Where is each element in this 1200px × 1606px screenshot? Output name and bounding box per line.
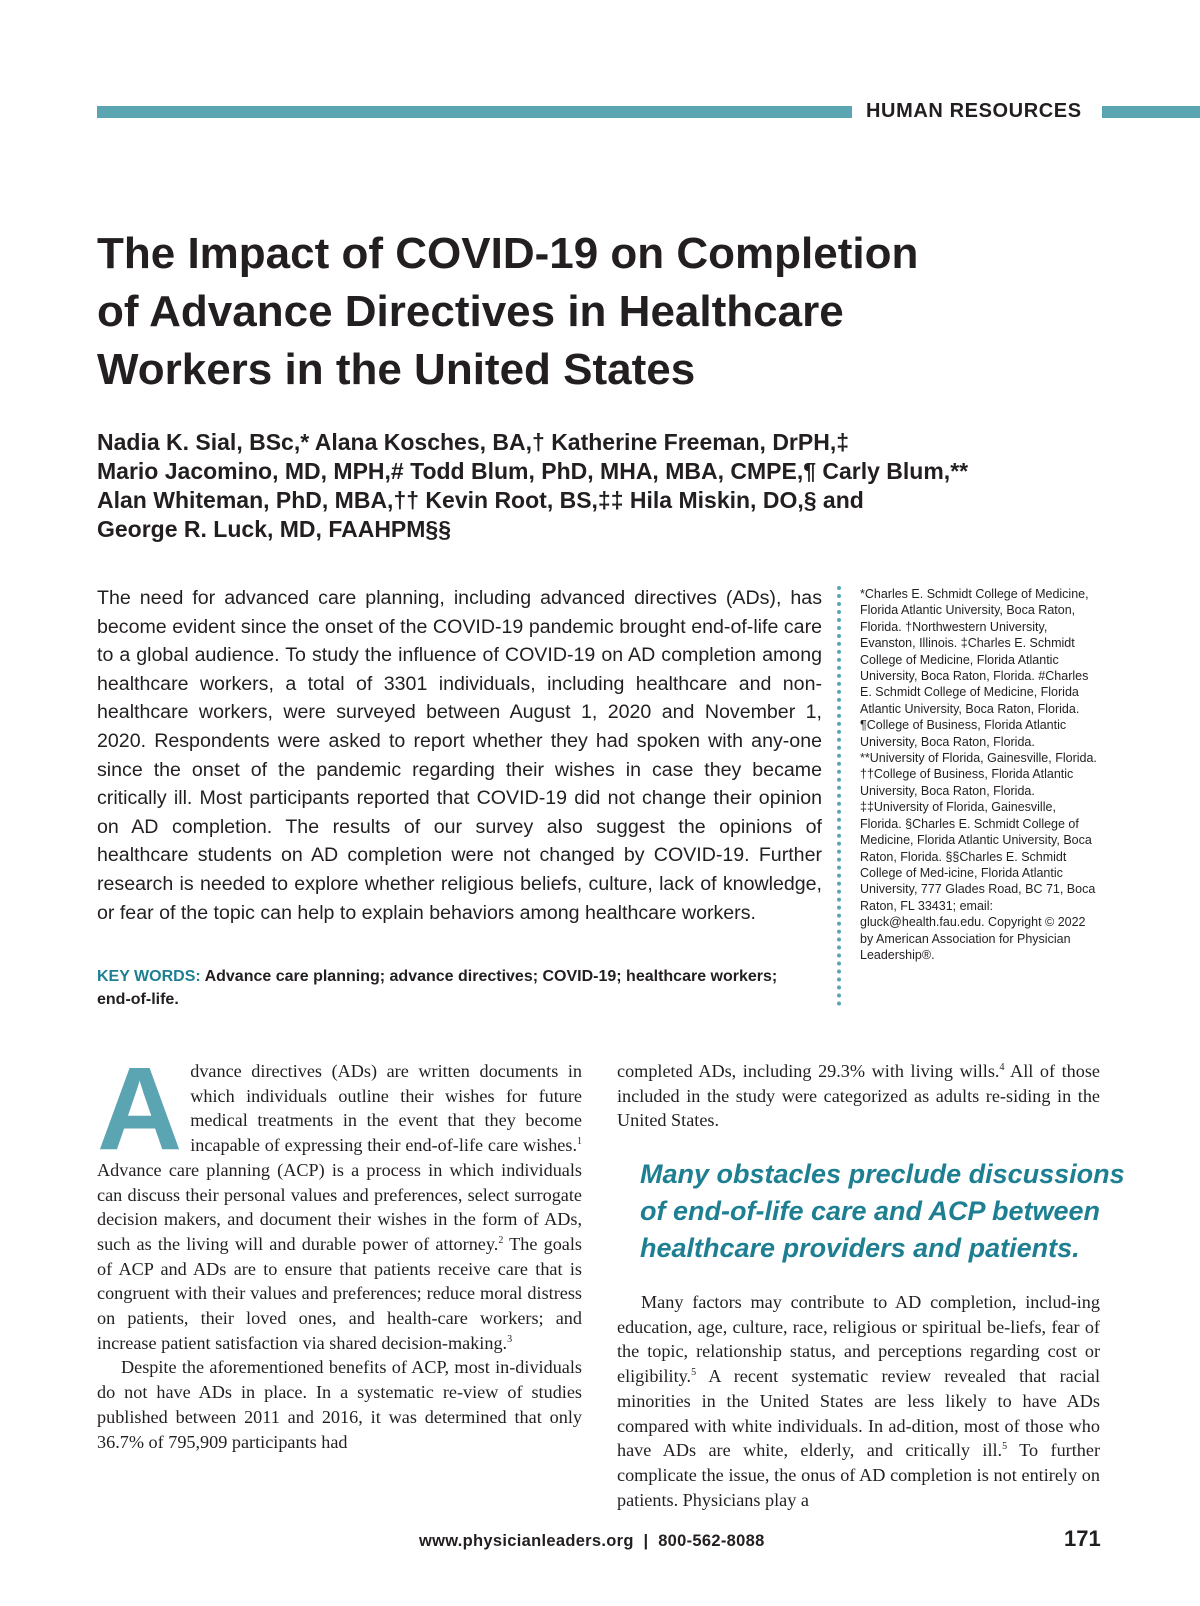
author-line: Mario Jacomino, MD, MPH,# Todd Blum, PhD, MHA, MBA, CMPE,¶ Carly Blum,** [97, 458, 969, 484]
footer-website-phone: www.physicianleaders.org | 800-562-8088 [419, 1532, 765, 1550]
pull-quote [640, 1156, 1125, 1267]
drop-cap: A [97, 1043, 183, 1175]
body-paragraph: Despite the aforementioned benefits of ACP, most in-dividuals do not have ADs in place. In a systematic re-view of studies published between 2011 and 2016, it was determined that only 36.7% of 795,909 participants had [97, 1357, 582, 1452]
body-text: Advance care planning (ACP) is a process in which individuals can discuss their personal values and preferences, select surrogate decision makers, and document their wishes in the form of ADs, such as the living will and durable power of attorney. [97, 1159, 582, 1254]
body-text: To further complicate the issue, the onus of AD completion is not entirely on patients. Physicians play a [617, 1440, 1100, 1510]
pull-quote-line: of end-of-life care and ACP between [640, 1196, 1101, 1226]
title-line: The Impact of COVID-19 on Completion [97, 229, 919, 278]
body-text: completed ADs, including 29.3% with living wills. [617, 1061, 1000, 1081]
author-list [97, 428, 1097, 544]
affiliations-note: *Charles E. Schmidt College of Medicine, Florida Atlantic University, Boca Raton, Florida. †Northwestern University, Evanston, Illinois. ‡Charles E. Schmidt College of Medicine, Florida Atlantic University, Boca Raton, Florida. #Charles E. Schmidt College of Medicine, Florida Atlantic University, Boca Raton, Florida. ¶College of Business, Florida Atlantic University, Boca Raton, Florida. **University of Florida, Gainesville, Florida. ††College of Business, Florida Atlantic University, Boca Raton, Florida. ‡‡University of Florida, Gainesville, Florida. §Charles E. Schmidt College of Medicine, Florida Atlantic University, Boca Raton, Florida. §§Charles E. Schmidt College of Med-icine, Florida Atlantic University, 777 Glades Road, BC 71, Boca Raton, FL 33431; email: gluck@health.fau.edu. Copyright © 2022 by American Association for Physician Leadership®. [860, 587, 1097, 962]
dotted-divider [837, 586, 841, 1006]
body-text: Many factors may contribute to AD completion, includ-ing education, age, culture, race, religious or spiritual be-liefs, fear of the topic, relationship status, and perceptions regarding cost or eligibility. [617, 1292, 1100, 1387]
page-number: 171 [1064, 1526, 1101, 1551]
author-line: George R. Luck, MD, FAAHPM§§ [97, 516, 452, 542]
author-line: Alan Whiteman, PhD, MBA,†† Kevin Root, BS,‡‡ Hila Miskin, DO,§ and [97, 487, 864, 513]
reference-mark: 3 [507, 1333, 513, 1345]
reference-mark: 5 [691, 1367, 697, 1379]
article-title [97, 225, 1057, 399]
reference-mark: 1 [577, 1136, 582, 1148]
abstract: The need for advanced care planning, including advanced directives (ADs), has become evident since the onset of the COVID-19 pandemic brought end-of-life care to a global audience. To study the influence of COVID-19 on AD completion among healthcare workers, a total of 3301 individuals, including healthcare and non-healthcare workers, were surveyed between August 1, 2020 and November 1, 2020. Respondents were asked to report whether they had spoken with any-one since the onset of the pandemic regarding their wishes in case they became critically ill. Most participants reported that COVID-19 did not change their opinion on AD completion. The results of our survey also suggest the opinions of healthcare students on AD completion were not changed by COVID-19. Further research is needed to explore whether religious beliefs, culture, lack of knowledge, or fear of the topic can help to explain behaviors among healthcare workers. [97, 587, 822, 924]
body-paragraph [617, 1059, 1100, 1133]
body-paragraph [617, 1290, 1100, 1512]
pull-quote-line: Many obstacles preclude discussions [640, 1159, 1125, 1189]
reference-mark: 5 [1002, 1441, 1008, 1453]
body-text: All of those included in the study were categorized as adults re-siding in the United States. [617, 1061, 1100, 1131]
body-text: A recent systematic review revealed that racial minorities in the United States are less likely to have ADs compared with white individuals. In ad-dition, most of those who have ADs are white, elderly, and critically ill. [617, 1366, 1100, 1461]
body-column-left [97, 1043, 583, 1454]
title-line: of Advance Directives in Healthcare [97, 287, 844, 336]
body-column-right-continued [617, 1290, 1100, 1512]
keywords-text: Advance care planning; advance directives; COVID-19; healthcare workers; end-of-life. [97, 968, 778, 1008]
keywords [97, 965, 797, 1011]
reference-mark: 4 [999, 1061, 1005, 1073]
keywords-label: KEY WORDS: [97, 968, 201, 985]
body-text: The goals of ACP and ADs are to ensure that patients receive care that is congruent with their values and preferences; reduce moral distress on patients, their loved ones, and health-care workers; and increase patient satisfaction via shared decision-making. [97, 1233, 583, 1353]
author-line: Nadia K. Sial, BSc,* Alana Kosches, BA,† Katherine Freeman, DrPH,‡ [97, 429, 850, 455]
body-paragraph [97, 1043, 583, 1355]
pull-quote-line: healthcare providers and patients. [640, 1233, 1080, 1263]
body-text: dvance directives (ADs) are written documents in which individuals outline their wishes for future medical treatments in the event that they become incapable of expressing their end-of-life care wishes. [190, 1061, 582, 1156]
title-line: Workers in the United States [97, 345, 696, 394]
section-label: HUMAN RESOURCES [866, 100, 1082, 122]
section-rule-left [97, 106, 852, 118]
reference-mark: 2 [498, 1234, 504, 1246]
body-column-right [617, 1059, 1100, 1133]
section-rule-right [1102, 106, 1200, 118]
